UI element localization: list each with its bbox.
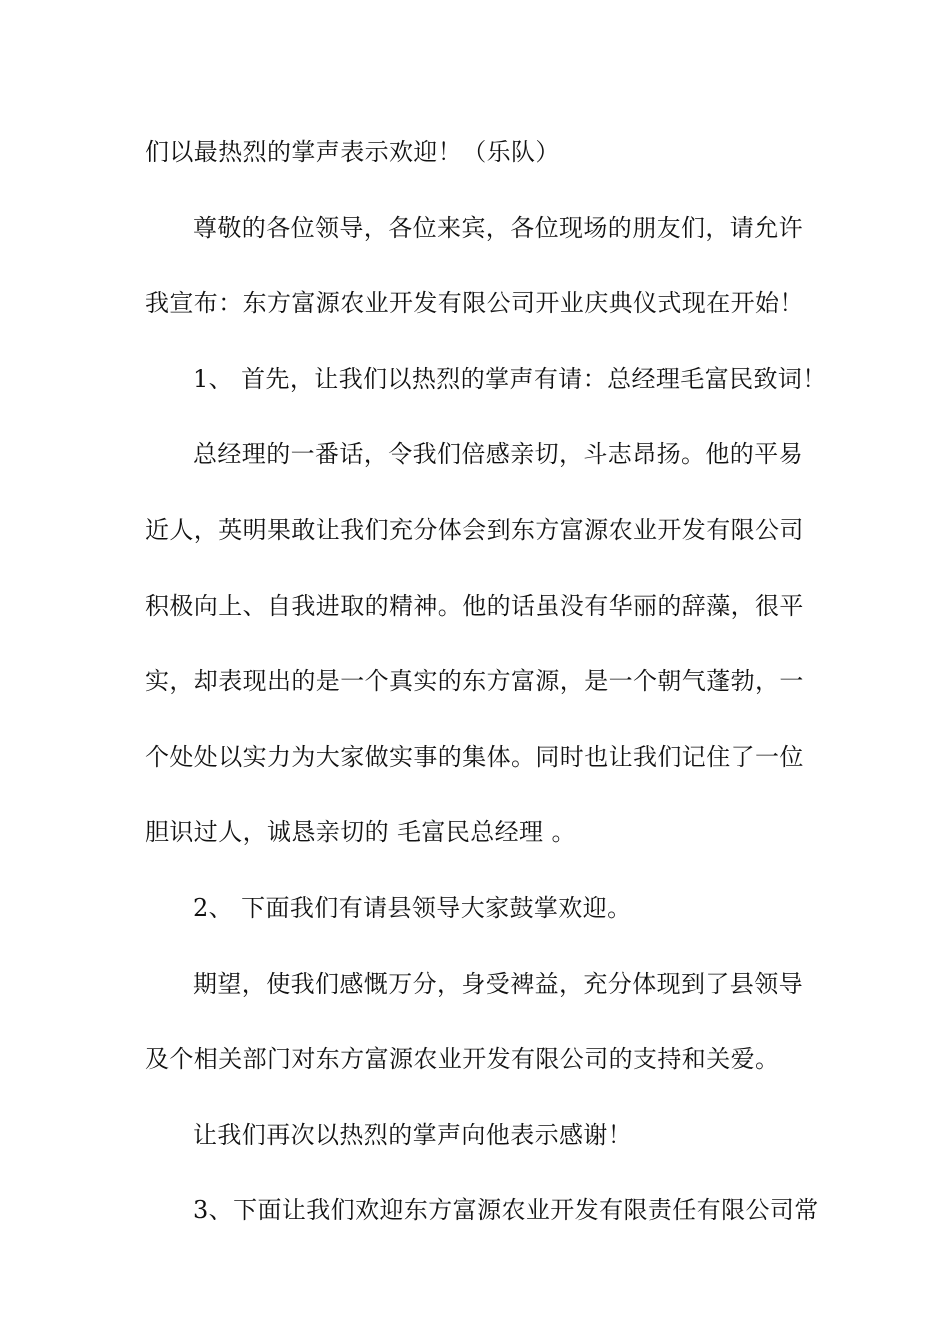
text-line: 我宣布：东方富源农业开发有限公司开业庆典仪式现在开始！ bbox=[145, 289, 804, 318]
text-line: 胆识过人，诚恳亲切的 毛富民总经理 。 bbox=[145, 818, 576, 847]
text-line: 们以最热烈的掌声表示欢迎！（乐队） bbox=[145, 138, 560, 166]
text-line: 1、 首先，让我们以热烈的掌声有请：总经理毛富民致词！ bbox=[193, 364, 827, 393]
text-line: 实，却表现出的是一个真实的东方富源，是一个朝气蓬勃，一 bbox=[145, 667, 804, 696]
text-line: 近人，英明果敢让我们充分体会到东方富源农业开发有限公司 bbox=[145, 515, 804, 544]
text-line: 积极向上、自我进取的精神。他的话虽没有华丽的辞藻，很平 bbox=[145, 591, 804, 620]
text-line: 3、下面让我们欢迎东方富源农业开发有限责任有限公司常 bbox=[193, 1196, 819, 1225]
text-line: 让我们再次以热烈的掌声向他表示感谢！ bbox=[193, 1120, 633, 1149]
text-line: 2、 下面我们有请县领导大家鼓掌欢迎。 bbox=[193, 893, 632, 922]
text-line: 期望，使我们感慨万分，身受裨益，充分体现到了县领导 bbox=[193, 969, 803, 998]
document-body bbox=[145, 128, 827, 1262]
text-line: 尊敬的各位领导，各位来宾，各位现场的朋友们，请允许 bbox=[193, 213, 803, 242]
text-line: 个处处以实力为大家做实事的集体。同时也让我们记住了一位 bbox=[145, 742, 804, 771]
text-line: 总经理的一番话，令我们倍感亲切，斗志昂扬。他的平易 bbox=[193, 440, 803, 469]
text-line: 及个相关部门对东方富源农业开发有限公司的支持和关爱。 bbox=[145, 1045, 780, 1074]
